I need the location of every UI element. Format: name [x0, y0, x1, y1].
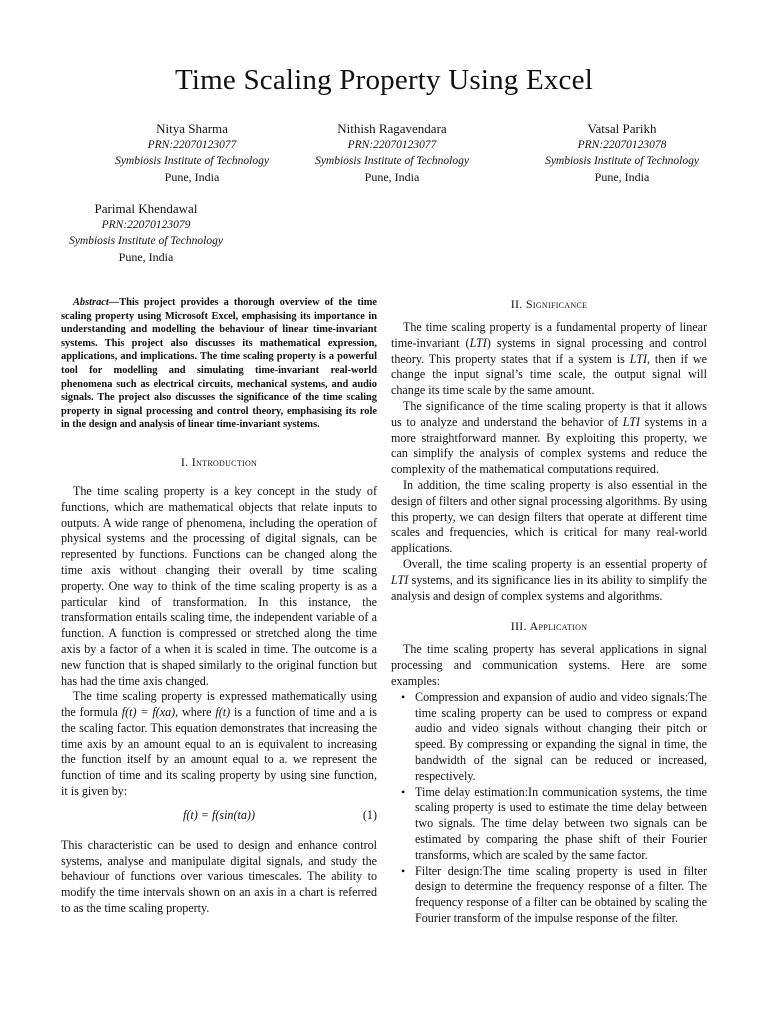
author-institution: Symbiosis Institute of Technology: [115, 155, 269, 167]
author-block: [502, 120, 742, 185]
bullet-icon: •: [401, 784, 406, 799]
application-list: [391, 690, 707, 927]
author-name: Nitya Sharma: [156, 121, 228, 136]
author-location: Pune, India: [118, 250, 174, 264]
author-prn: PRN:22070123077: [347, 139, 437, 151]
author-name: Parimal Khendawal: [94, 201, 198, 216]
list-item: [391, 785, 707, 864]
text-span: , where: [175, 705, 216, 720]
text-span: systems, and its significance lies in its ability to simplify the analysis and design of complex systems and algorithms.: [391, 572, 707, 603]
list-item: [391, 864, 707, 927]
equation-number: (1): [362, 807, 377, 822]
section-heading-application: III. Application: [510, 619, 588, 634]
text-span: Overall, the time scaling property is an essential property of: [403, 556, 707, 571]
section-heading-introduction: I. Introduction: [180, 454, 258, 469]
abstract-text: —This project provides a thorough overview of the time scaling property using Microsoft Excel, emphasising its importance in understanding and modelling the behaviour of linear time-invariant systems. This project also discusses its mathematical expression, applications, and implications. The time scaling property is a powerful tool for modelling and simulating time-invariant real-world phenomena such as electrical circuits, mechanical systems, and audio signals. The project also discusses the significance of the time scaling property in signal processing and control theory, emphasising its role in the design and analysis of linear time-invariant systems.: [61, 297, 377, 431]
author-prn: PRN:22070123079: [101, 219, 191, 231]
significance-paragraph: [391, 399, 707, 478]
author-block: [26, 200, 266, 265]
abstract: [61, 296, 377, 432]
significance-paragraph: [391, 557, 707, 604]
author-location: Pune, India: [364, 170, 420, 184]
author-prn: PRN:22070123078: [577, 139, 667, 151]
lti-term: LTI: [469, 335, 487, 350]
text-span: is a function of time and a is the scaling factor. This equation demonstrates that increasing the time axis by an amount equal to an is equivalent to increasing the function itself by an amount equal to a. we represent the function of time and its scaling property by using sine function, it is given by:: [61, 705, 378, 799]
formula-inline: f(t): [215, 705, 231, 720]
list-item-text: Time delay estimation:In communication systems, the time scaling property is used to estimate the time delay between two signals. The time delay between two signals can be estimated by comparing the phase shift of their Fourier transforms, which are scaled by the same factor.: [415, 784, 707, 862]
author-prn: PRN:22070123077: [147, 139, 237, 151]
text-span: The time scaling property is a fundamental property of linear time-invariant (: [391, 320, 707, 350]
right-column: [391, 296, 707, 927]
author-block: [272, 120, 512, 185]
application-intro: The time scaling property has several applications in signal processing and communication systems. Here are some examples:: [391, 642, 707, 688]
equation-body: f(t) = f(sin(ta)): [183, 807, 255, 822]
intro-paragraph: [61, 689, 377, 800]
bullet-icon: •: [401, 863, 406, 878]
author-location: Pune, India: [594, 170, 650, 184]
text-span: systems in a more straightforward manner. By exploiting this property, we can simplify the analysis of complex systems and reduce the complexity of the mathematical computations required.: [391, 414, 707, 477]
author-institution: Symbiosis Institute of Technology: [545, 155, 699, 167]
list-item-text: Filter design:The time scaling property is used in filter design to determine the frequency response of a filter. The frequency response of a filter can be obtained by scaling the Fourier transform of the impulse response of the filter.: [415, 863, 707, 925]
author-name: Vatsal Parikh: [587, 121, 657, 136]
formula-inline: f(t) = f(xa): [121, 705, 176, 720]
author-location: Pune, India: [164, 170, 220, 184]
lti-term: LTI: [391, 572, 409, 587]
intro-paragraph: This characteristic can be used to design and enhance control systems, analyse and manipulate digital signals, and study the behaviour of functions over various timescales. The ability to modify the time intervals shown on an axis in a chart is referred to as the time scaling property.: [61, 837, 377, 916]
list-item: [391, 690, 707, 785]
section-heading-significance: II. Significance: [510, 297, 588, 311]
intro-paragraph: The time scaling property is a key concept in the study of functions, which are mathematical objects that relate inputs to outputs. A wide range of phenomena, including the operation of physical systems and the processing of digital signals, can be represented by functions. Functions can be changed along the time axis without changing their overall by time scaling property. One way to think of the time scaling property is as a particular kind of transformation. In this instance, the transformation entails scaling time, the independent variable of a function. A function is compressed or stretched along the time axis by a factor of a when it is scaled in time. The outcome is a new function that is shaped similarly to the original function but has had the time axis changed.: [61, 483, 377, 688]
significance-paragraph: [391, 320, 707, 399]
paper-title: Time Scaling Property Using Excel: [175, 64, 593, 96]
left-column: [61, 296, 377, 917]
lti-term: LTI: [622, 414, 641, 429]
significance-paragraph: In addition, the time scaling property is also essential in the design of filters and other signal processing algorithms. By using this property, we can design filters that operate at different time scales and frequencies, which is critical for many real-world applications.: [391, 477, 707, 556]
text-span: ) systems in signal processing and control theory. This property states that if a system is: [391, 335, 707, 366]
author-institution: Symbiosis Institute of Technology: [315, 155, 469, 167]
abstract-label: Abstract: [73, 297, 109, 308]
lti-term: LTI: [629, 351, 648, 366]
author-name: Nithish Ragavendara: [337, 121, 447, 136]
text-span: The significance of the time scaling property is that it allows us to analyze and understand the behavior of: [391, 398, 707, 429]
author-institution: Symbiosis Institute of Technology: [69, 235, 223, 247]
list-item-text: Compression and expansion of audio and video signals:The time scaling property can be used to compress or expand audio and video signals without changing their pitch or speed. By compressing or expanding the signal in time, the bandwidth of the signal can be reduced or increased, respectively.: [415, 689, 707, 783]
equation: [61, 808, 377, 828]
text-span: The time scaling property is expressed mathematically using the formula: [61, 689, 377, 720]
text-span: , then if we change the input signal’s time scale, the output signal will change its time scale by the same amount.: [391, 351, 708, 398]
bullet-icon: •: [401, 689, 406, 704]
